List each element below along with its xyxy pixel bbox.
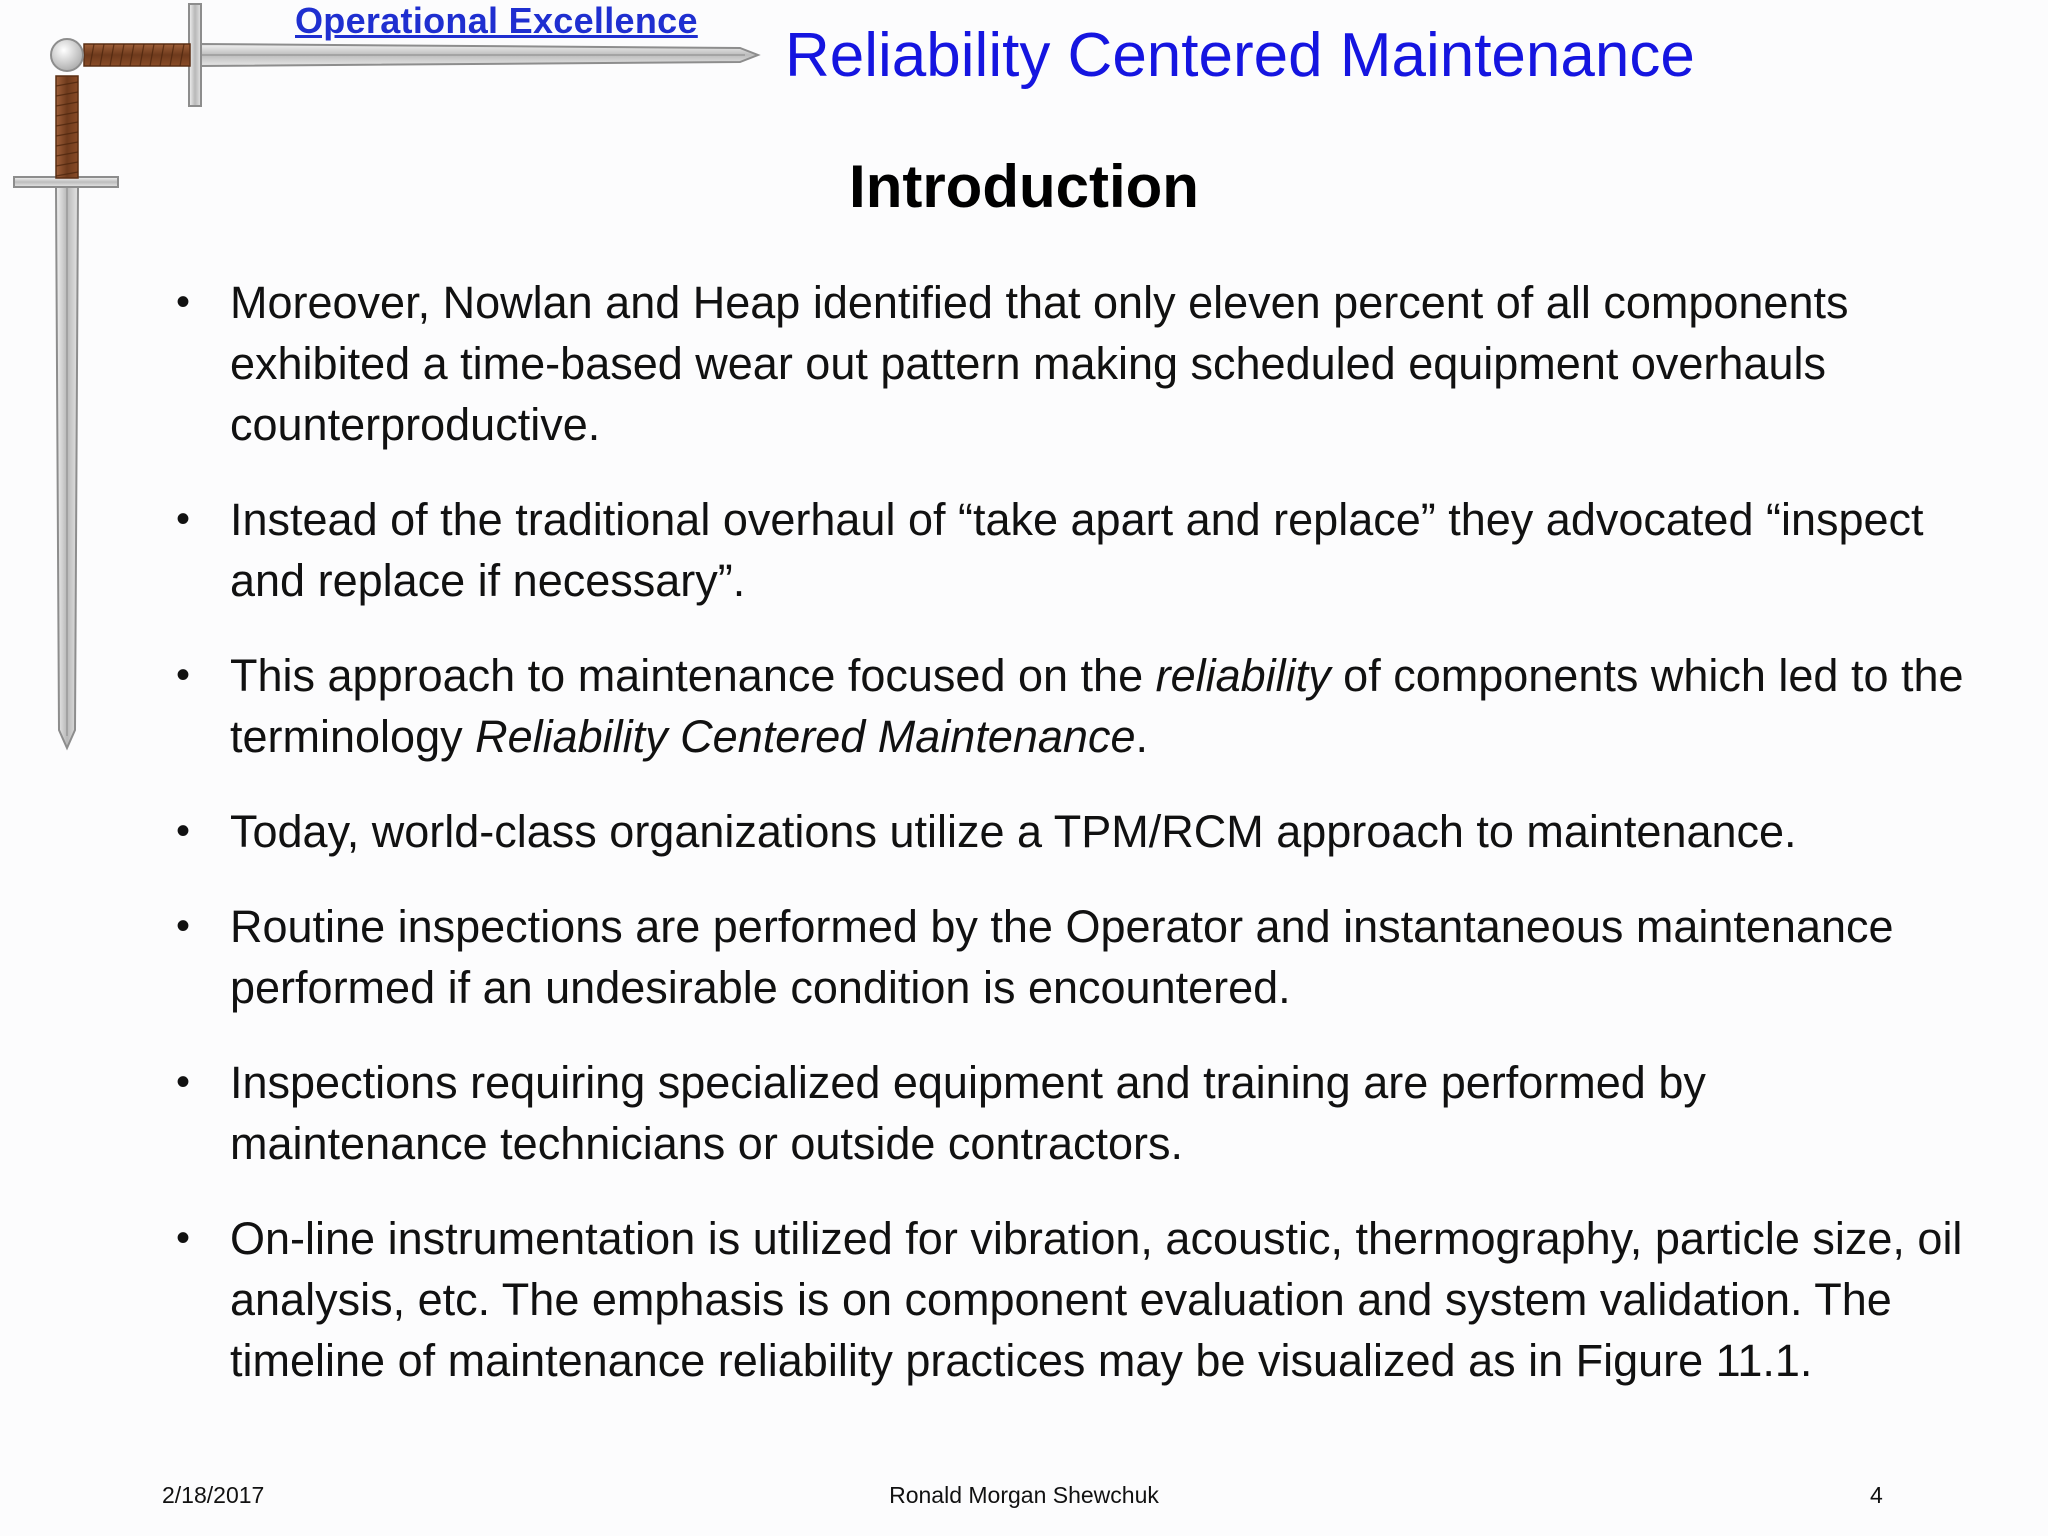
list-item-text: On-line instrumentation is utilized for vibration, acoustic, thermography, particle size, oil analysis, etc. The emphasis is on component evaluation and system validation. The timeline of maintenance reliability practices may be visualized as in Figure 11.1. bbox=[230, 1213, 1963, 1386]
sword-pommel bbox=[51, 39, 83, 71]
footer-page-number: 4 bbox=[1870, 1482, 1883, 1508]
bullet-icon: • bbox=[176, 809, 191, 853]
list-item-text: Instead of the traditional overhaul of “take apart and replace” they advocated “inspect and replace if necessary”. bbox=[230, 494, 1924, 606]
horizontal-sword-crossguard bbox=[189, 4, 201, 106]
bullet-icon: • bbox=[176, 904, 191, 948]
list-item bbox=[174, 801, 1974, 862]
bullet-icon: • bbox=[176, 1060, 191, 1104]
brand-label: Operational Excellence bbox=[295, 0, 698, 41]
list-item-text: Moreover, Nowlan and Heap identified that only eleven percent of all components exhibited a time-based wear out pattern making scheduled equipment overhauls counterproductive. bbox=[230, 277, 1849, 450]
list-item-text bbox=[230, 650, 1964, 762]
bullet-list bbox=[174, 272, 1974, 1425]
bullet-icon: • bbox=[176, 280, 191, 324]
list-item-text-part: of components which led to the terminology bbox=[230, 650, 1964, 762]
list-item bbox=[174, 1052, 1974, 1174]
footer-date: 2/18/2017 bbox=[162, 1482, 265, 1508]
list-item bbox=[174, 645, 1974, 767]
page-title: Reliability Centered Maintenance bbox=[785, 21, 1695, 90]
list-item bbox=[174, 489, 1974, 611]
list-item-text: Inspections requiring specialized equipment and training are performed by maintenance technicians or outside contractors. bbox=[230, 1057, 1706, 1169]
footer-author: Ronald Morgan Shewchuk bbox=[889, 1482, 1159, 1508]
list-item bbox=[174, 1208, 1974, 1391]
horizontal-sword-grip bbox=[84, 44, 190, 66]
list-item-text-part: This approach to maintenance focused on the bbox=[230, 650, 1156, 701]
bullet-icon: • bbox=[176, 497, 191, 541]
section-subtitle: Introduction bbox=[849, 153, 1199, 220]
bullet-icon: • bbox=[176, 1216, 191, 1260]
list-item bbox=[174, 896, 1974, 1018]
bullet-icon: • bbox=[176, 653, 191, 697]
emphasis-rcm-term: Reliability Centered Maintenance bbox=[475, 711, 1136, 762]
list-item-text-part: . bbox=[1135, 711, 1148, 762]
emphasis-reliability: reliability bbox=[1155, 650, 1331, 701]
list-item bbox=[174, 272, 1974, 455]
list-item-text: Routine inspections are performed by the Operator and instantaneous maintenance performed if an undesirable condition is encountered. bbox=[230, 901, 1894, 1013]
list-item-text: Today, world-class organizations utilize a TPM/RCM approach to maintenance. bbox=[230, 806, 1797, 857]
